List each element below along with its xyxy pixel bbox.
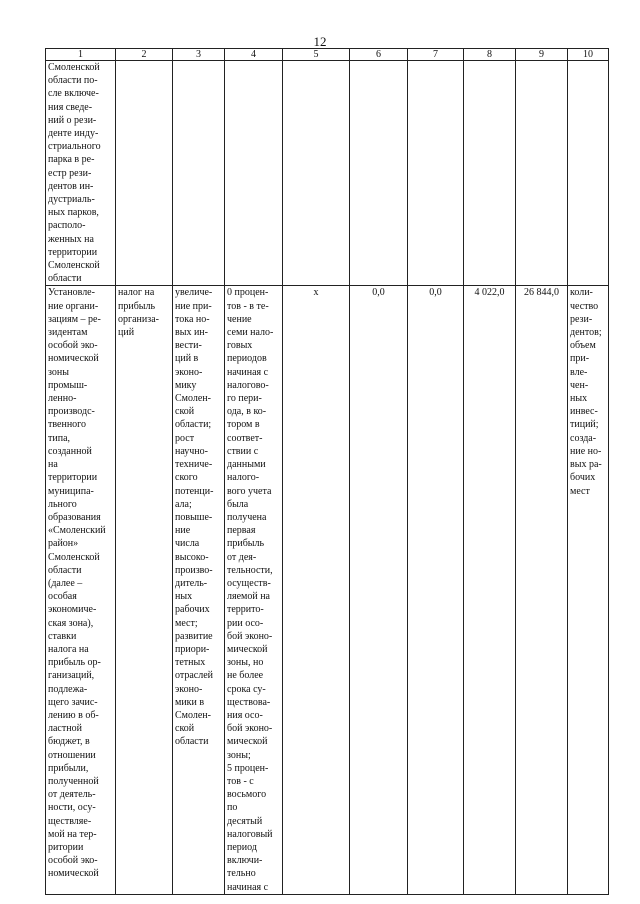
cell-col5: [283, 61, 350, 286]
cell-goal: [173, 61, 225, 286]
cell-indicators: [568, 61, 609, 286]
table-row: [46, 286, 609, 894]
cell-col9: [516, 61, 568, 286]
cell-col7: [408, 61, 464, 286]
column-header-8: 8: [464, 49, 516, 61]
column-header-10: 10: [568, 49, 609, 61]
cell-tax: налог на прибыль организа- ций: [116, 286, 173, 894]
indicator-table: [45, 48, 609, 895]
column-header-1: 1: [46, 49, 116, 61]
cell-col8: [464, 61, 516, 286]
cell-goal: увеличе- ние при- тока но- вых ин- вести- ций в эконо- мику Смолен- ской области; рост научно- техниче- ского потенци- ала; повыше- ние числа высоко- произво- дитель- ных рабочих мест; развитие приори- тетных отраслей эконо- мики в Смолен- ской области: [173, 286, 225, 894]
column-header-3: 3: [173, 49, 225, 61]
cell-col5: х: [283, 286, 350, 894]
column-header-5: 5: [283, 49, 350, 61]
cell-description: Смоленской области по- сле включе- ния сведе- ний о рези- денте инду- стриального парка в ре- естр рези- дентов ин- дустриаль- ных парков, располо- женных на территории Смоленской области: [46, 61, 116, 286]
cell-col6: 0,0: [350, 286, 408, 894]
cell-indicators: коли- чество рези- дентов; объем при- вле- чен- ных инвес- тиций; созда- ние но- вых ра- бочих мест: [568, 286, 609, 894]
column-header-6: 6: [350, 49, 408, 61]
header-row: [46, 49, 609, 61]
column-header-4: 4: [225, 49, 283, 61]
table-row: [46, 61, 609, 286]
cell-col6: [350, 61, 408, 286]
column-header-7: 7: [408, 49, 464, 61]
column-header-2: 2: [116, 49, 173, 61]
cell-description: Установле- ние органи- зациям – ре- зидентам особой эко- номической зоны промыш- ленно- производс- твенного типа, созданной на территории муниципа- льного образования «Смоленский район» Смоленской области (далее – особая экономиче- ская зона), ставки налога на прибыль ор- ганизаций, подлежа- щего зачис- лению в об- ластной бюджет, в отношении прибыли, полученной от деятель- ности, осу- ществляе- мой на тер- ритории особой эко- номической: [46, 286, 116, 894]
cell-col9: 26 844,0: [516, 286, 568, 894]
cell-rate: [225, 61, 283, 286]
cell-tax: [116, 61, 173, 286]
cell-col8: 4 022,0: [464, 286, 516, 894]
cell-col7: 0,0: [408, 286, 464, 894]
column-header-9: 9: [516, 49, 568, 61]
cell-rate: 0 процен- тов - в те- чение семи нало- говых периодов начиная с налогово- го пери- ода, в ко- тором в соответ- ствии с данными налого- вого учета была получена первая прибыль от дея- тельности, осуществ- ляемой на террито- рии осо- бой эконо- мической зоны, но не более срока су- ществова- ния осо- бой эконо- мической зоны; 5 процен- тов - с восьмого по десятый налоговый период включи- тельно начиная с: [225, 286, 283, 894]
page-number: 12: [313, 34, 327, 49]
